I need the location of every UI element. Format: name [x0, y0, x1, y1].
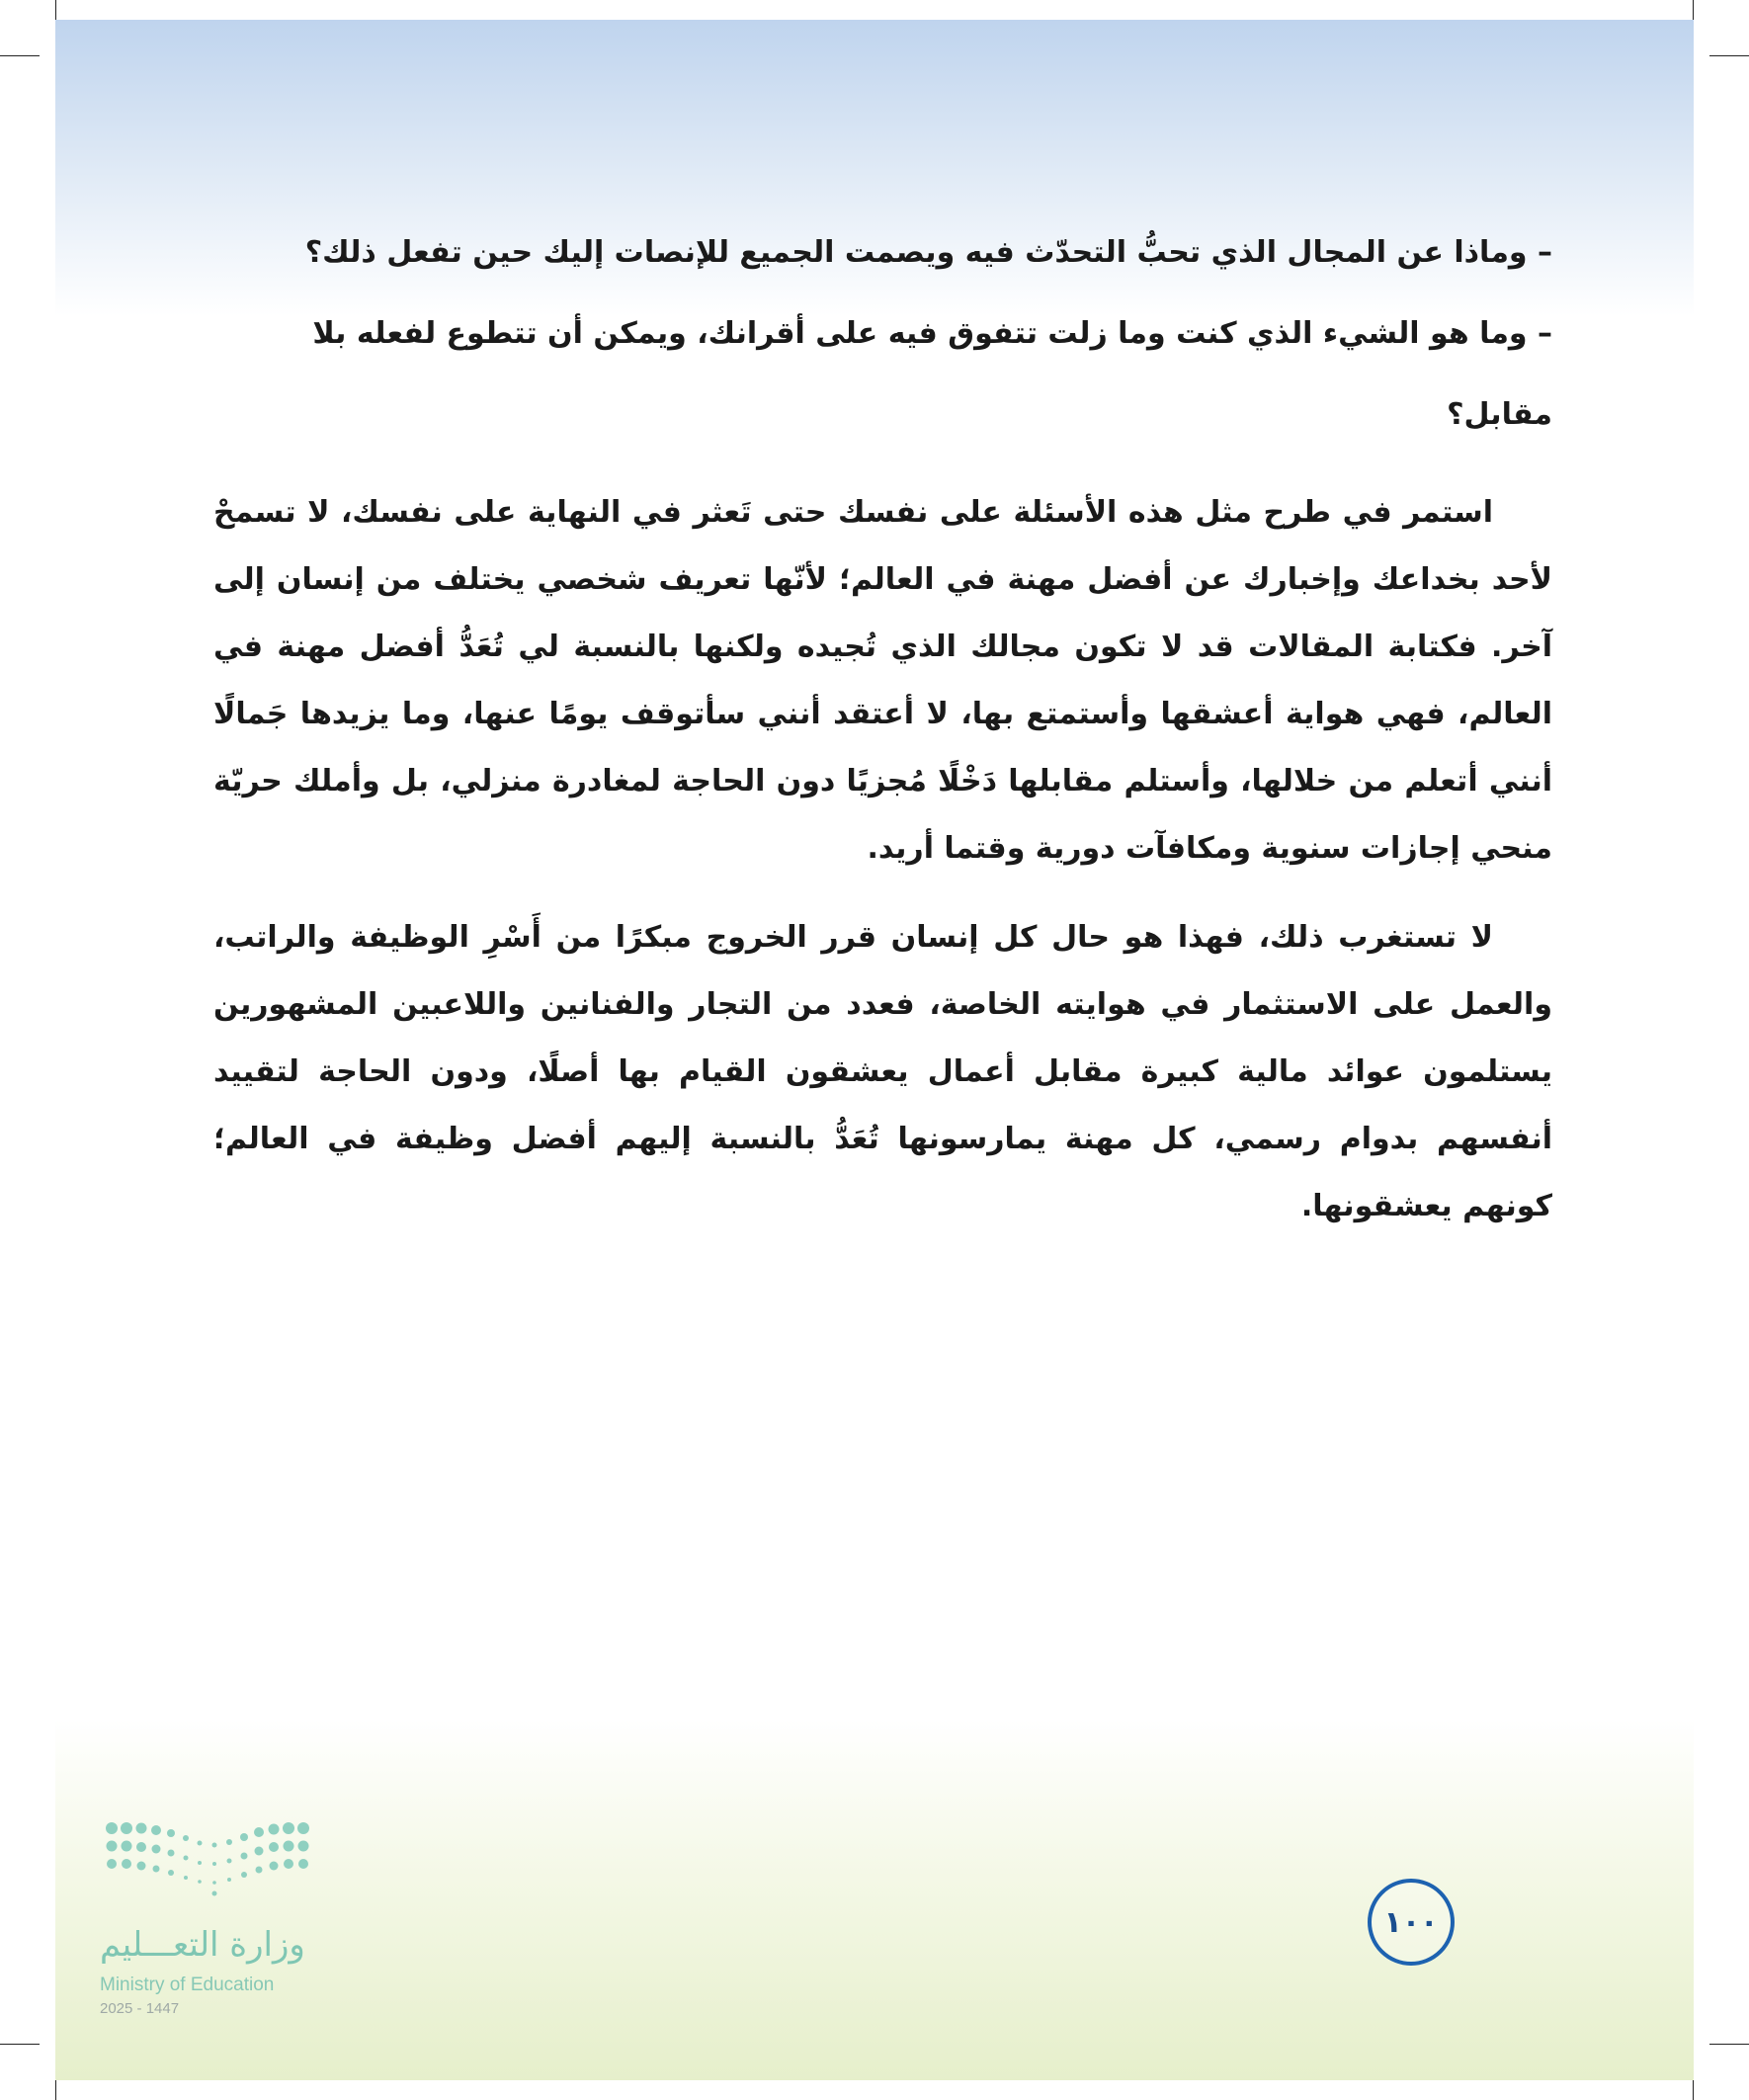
- question-line: – وما هو الشيء الذي كنت وما زلت تتفوق فيه على أقرانك، ويمكن أن تتطوع لفعله بلا مقابل؟: [312, 316, 1552, 432]
- logo-english-text: Ministry of Education: [100, 1974, 275, 1995]
- crop-mark: [1709, 2044, 1749, 2045]
- crop-mark: [0, 2044, 40, 2045]
- dotted-wave-logo-icon: [100, 1818, 327, 1897]
- logo-year-text: 2025 - 1447: [100, 2000, 180, 2017]
- paragraph: لا تستغرب ذلك، فهذا هو حال كل إنسان قرر الخروج مبكرًا من أَسْرِ الوظيفة والراتب، والعمل على الاستثمار في هوايته الخاصة، فعدد من التجار والفنانين واللاعبين المشهورين يستلمون عوائد مالية كبيرة مقابل أعمال يعشقون القيام بها أصلًا، ودون الحاجة لتقييد أنفسهم بدوام رسمي، كل مهنة يمارسونها تُعَدُّ بالنسبة إليهم أفضل وظيفة في العالم؛ كونهم يعشقونها.: [213, 920, 1552, 1223]
- ministry-logo: [100, 1818, 327, 2046]
- book-page: [55, 20, 1694, 2080]
- question-line: – وماذا عن المجال الذي تحبُّ التحدّث فيه ويصمت الجميع للإنصات إليك حين تفعل ذلك؟: [304, 235, 1552, 270]
- page-number-badge: ١٠٠: [1368, 1879, 1455, 1966]
- crop-mark: [1709, 55, 1749, 56]
- paragraph: استمر في طرح مثل هذه الأسئلة على نفسك حتى تَعثر في النهاية على نفسك، لا تسمحْ لأحد بخداعك وإخبارك عن أفضل مهنة في العالم؛ لأنّها تعريف شخصي يختلف من إنسان إلى آخر. فكتابة المقالات قد لا تكون مجالك الذي تُجيده ولكنها بالنسبة لي تُعَدُّ أفضل مهنة في العالم، فهي هواية أعشقها وأستمتع بها، لا أعتقد أنني سأتوقف يومًا عنها، وما يزيدها جَمالًا أنني أتعلم من خلالها، وأستلم مقابلها دَخْلًا مُجزيًا دون الحاجة لمغادرة منزلي، بل وأملك حريّة منحي إجازات سنوية ومكافآت دورية وقتما أريد.: [213, 495, 1552, 866]
- crop-mark: [0, 55, 40, 56]
- logo-arabic-text: وزارة التعـــليم: [100, 1925, 305, 1965]
- body-text: [213, 212, 1552, 1240]
